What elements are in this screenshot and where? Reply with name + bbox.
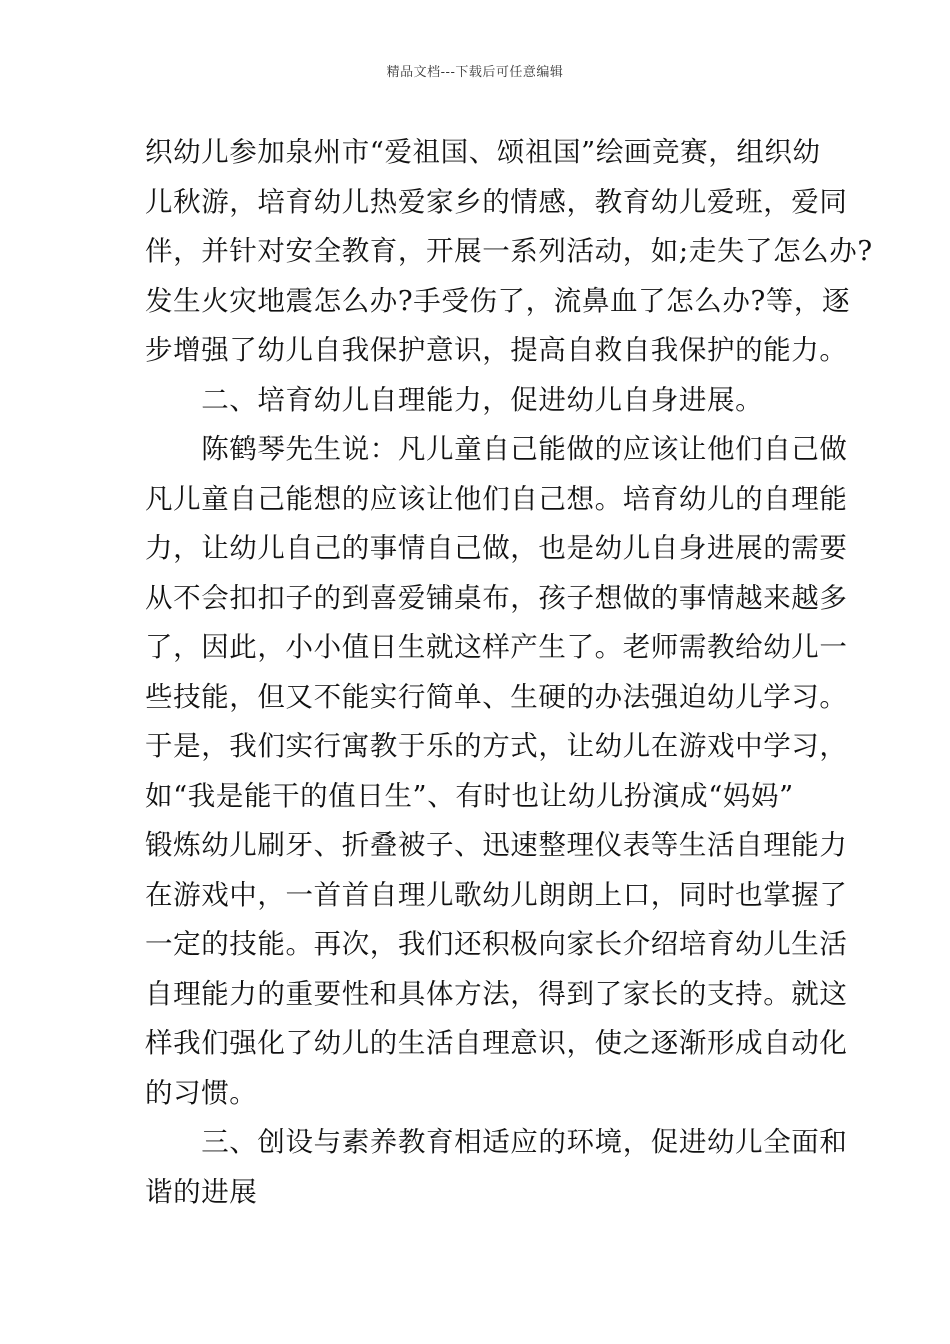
text-line: 了，因此，小小值日生就这样产生了。老师需教给幼儿一	[145, 631, 848, 663]
text-line: 谐的进展	[145, 1175, 258, 1208]
text-line: 陈鹤琴先生说：凡儿童自己能做的应该让他们自己做	[145, 433, 848, 465]
text-line: 些技能，但又不能实行简单、生硬的办法强迫幼儿学习。	[145, 680, 848, 713]
body-text	[145, 128, 873, 1217]
text-line: 如“我是能干的值日生”、有时也让幼儿扮演成“妈妈”	[145, 779, 794, 812]
page-header: 精品文档---下载后可任意编辑	[386, 65, 564, 80]
text-line: 伴，并针对安全教育，开展一系列活动，如;走失了怎么办?	[145, 235, 873, 267]
text-line: 力，让幼儿自己的事情自己做，也是幼儿自身进展的需要	[145, 532, 848, 564]
text-line: 一定的技能。再次，我们还积极向家长介绍培育幼儿生活	[145, 928, 848, 960]
text-line: 样我们强化了幼儿的生活自理意识，使之逐渐形成自动化	[145, 1027, 848, 1059]
text-line: 锻炼幼儿刷牙、折叠被子、迅速整理仪表等生活自理能力	[145, 829, 848, 861]
text-line: 凡儿童自己能想的应该让他们自己想。培育幼儿的自理能	[145, 482, 848, 515]
text-line: 儿秋游，培育幼儿热爱家乡的情感，教育幼儿爱班，爱同	[145, 185, 848, 218]
text-line: 步增强了幼儿自我保护意识，提高自救自我保护的能力。	[145, 334, 848, 366]
text-line: 自理能力的重要性和具体方法，得到了家长的支持。就这	[145, 977, 848, 1010]
text-line: 发生火灾地震怎么办?手受伤了，流鼻血了怎么办?等，逐	[145, 284, 851, 317]
text-line: 从不会扣扣子的到喜爱铺桌布，孩子想做的事情越来越多	[145, 581, 848, 614]
section-heading-2: 二、培育幼儿自理能力，促进幼儿自身进展。	[145, 383, 764, 416]
text-line: 在游戏中，一首首自理儿歌幼儿朗朗上口，同时也掌握了	[145, 878, 848, 911]
section-heading-3: 三、创设与素养教育相适应的环境，促进幼儿全面和	[145, 1126, 848, 1158]
text-line: 于是，我们实行寓教于乐的方式，让幼儿在游戏中学习，	[145, 730, 848, 762]
text-line: 的习惯。	[145, 1076, 258, 1109]
text-line: 织幼儿参加泉州市“爱祖国、颂祖国”绘画竞赛，组织幼	[145, 136, 821, 168]
